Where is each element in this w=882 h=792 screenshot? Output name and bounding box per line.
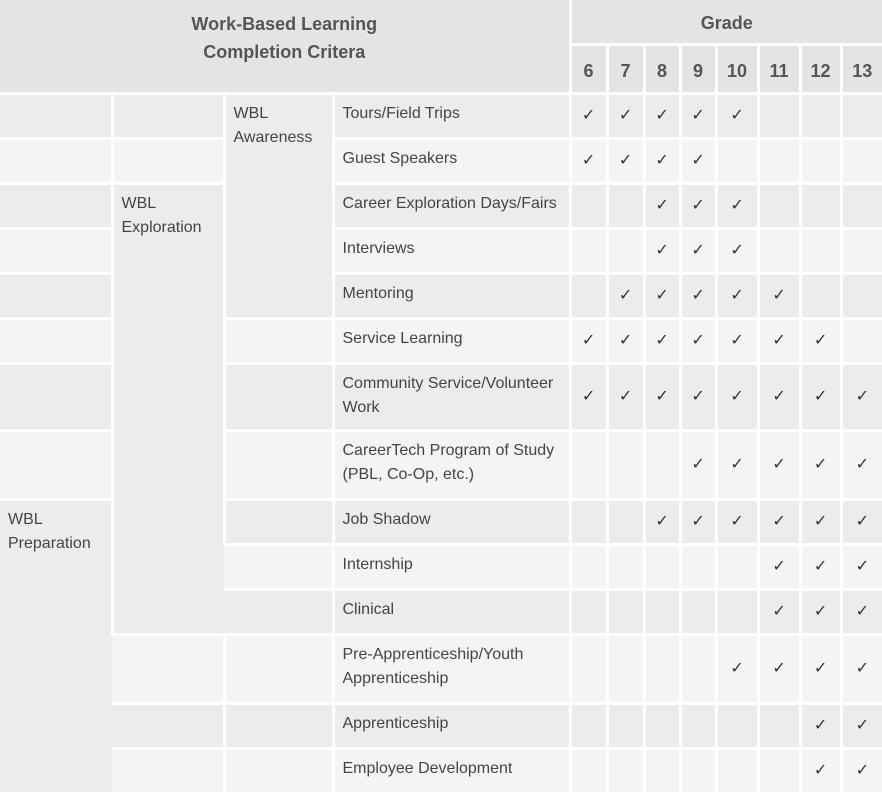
grade-cell-empty — [607, 500, 644, 545]
check-icon: ✓ — [680, 319, 716, 364]
check-icon: ✓ — [800, 319, 841, 364]
grade-cell-empty — [607, 229, 644, 274]
grade-8-header: 8 — [644, 45, 680, 94]
empty-cell — [112, 749, 224, 792]
grade-cell-empty — [758, 94, 800, 139]
empty-cell — [0, 274, 112, 319]
empty-cell — [112, 635, 224, 704]
check-icon: ✓ — [716, 364, 758, 431]
activity-label: Community Service/Volunteer Work — [333, 364, 570, 431]
empty-cell — [0, 319, 112, 364]
empty-cell — [224, 319, 333, 364]
check-icon: ✓ — [758, 500, 800, 545]
check-icon: ✓ — [758, 319, 800, 364]
empty-cell — [0, 184, 112, 229]
grade-cell-empty — [841, 139, 882, 184]
grade-cell-empty — [644, 704, 680, 749]
check-icon: ✓ — [800, 749, 841, 792]
group-awareness: WBL Awareness — [224, 94, 333, 319]
check-icon: ✓ — [800, 635, 841, 704]
grade-cell-empty — [570, 274, 607, 319]
table-title-line1: Work-Based Learning — [191, 14, 377, 34]
check-icon: ✓ — [800, 364, 841, 431]
empty-cell — [224, 364, 333, 431]
grade-cell-empty — [607, 635, 644, 704]
grade-cell-empty — [800, 229, 841, 274]
grade-cell-empty — [644, 635, 680, 704]
check-icon: ✓ — [644, 94, 680, 139]
grade-6-header: 6 — [570, 45, 607, 94]
activity-label: Job Shadow — [333, 500, 570, 545]
empty-cell — [112, 704, 224, 749]
check-icon: ✓ — [841, 590, 882, 635]
check-icon: ✓ — [680, 274, 716, 319]
activity-label: Internship — [333, 545, 570, 590]
check-icon: ✓ — [680, 139, 716, 184]
empty-cell — [0, 94, 112, 139]
grade-cell-empty — [644, 749, 680, 792]
activity-label: Interviews — [333, 229, 570, 274]
grade-cell-empty — [680, 749, 716, 792]
grade-cell-empty — [570, 229, 607, 274]
check-icon: ✓ — [716, 274, 758, 319]
check-icon: ✓ — [607, 319, 644, 364]
check-icon: ✓ — [570, 94, 607, 139]
group-preparation: WBL Preparation — [0, 500, 112, 792]
grade-12-header: 12 — [800, 45, 841, 94]
check-icon: ✓ — [607, 94, 644, 139]
check-icon: ✓ — [680, 94, 716, 139]
empty-cell — [224, 749, 333, 792]
empty-cell — [0, 364, 112, 431]
check-icon: ✓ — [758, 635, 800, 704]
grade-cell-empty — [644, 590, 680, 635]
grade-10-header: 10 — [716, 45, 758, 94]
empty-cell — [112, 139, 224, 184]
grade-cell-empty — [607, 431, 644, 500]
check-icon: ✓ — [800, 704, 841, 749]
check-icon: ✓ — [800, 590, 841, 635]
grade-cell-empty — [570, 704, 607, 749]
check-icon: ✓ — [758, 364, 800, 431]
check-icon: ✓ — [644, 229, 680, 274]
empty-cell — [224, 704, 333, 749]
grade-cell-empty — [680, 590, 716, 635]
activity-label: CareerTech Program of Study (PBL, Co-Op, etc.) — [333, 431, 570, 500]
check-icon: ✓ — [758, 545, 800, 590]
grade-cell-empty — [680, 635, 716, 704]
grade-cell-empty — [841, 229, 882, 274]
grade-cell-empty — [570, 635, 607, 704]
table-title — [0, 0, 570, 94]
check-icon: ✓ — [570, 139, 607, 184]
check-icon: ✓ — [716, 229, 758, 274]
table-row — [0, 184, 882, 229]
grade-7-header: 7 — [607, 45, 644, 94]
activity-label: Service Learning — [333, 319, 570, 364]
grade-cell-empty — [758, 229, 800, 274]
grade-header: Grade — [570, 0, 882, 45]
empty-cell — [224, 635, 333, 704]
grade-cell-empty — [607, 184, 644, 229]
activity-label: Pre-Apprenticeship/Youth Apprenticeship — [333, 635, 570, 704]
empty-cell — [224, 590, 333, 635]
activity-label: Clinical — [333, 590, 570, 635]
check-icon: ✓ — [607, 274, 644, 319]
check-icon: ✓ — [716, 94, 758, 139]
grade-cell-empty — [570, 749, 607, 792]
grade-cell-empty — [758, 139, 800, 184]
grade-cell-empty — [841, 274, 882, 319]
check-icon: ✓ — [680, 500, 716, 545]
grade-cell-empty — [800, 274, 841, 319]
grade-cell-empty — [607, 749, 644, 792]
grade-13-header: 13 — [841, 45, 882, 94]
check-icon: ✓ — [841, 749, 882, 792]
check-icon: ✓ — [800, 431, 841, 500]
check-icon: ✓ — [607, 364, 644, 431]
activity-label: Employee Development — [333, 749, 570, 792]
check-icon: ✓ — [716, 635, 758, 704]
group-exploration: WBL Exploration — [112, 184, 224, 635]
activity-label: Career Exploration Days/Fairs — [333, 184, 570, 229]
grade-cell-empty — [607, 704, 644, 749]
empty-cell — [224, 545, 333, 590]
empty-cell — [0, 139, 112, 184]
grade-cell-empty — [680, 545, 716, 590]
grade-cell-empty — [800, 94, 841, 139]
check-icon: ✓ — [841, 545, 882, 590]
grade-cell-empty — [758, 184, 800, 229]
check-icon: ✓ — [680, 229, 716, 274]
activity-label: Tours/Field Trips — [333, 94, 570, 139]
table-row — [0, 749, 882, 792]
activity-label: Mentoring — [333, 274, 570, 319]
table-title-line2: Completion Critera — [203, 42, 365, 62]
table-row — [0, 635, 882, 704]
grade-cell-empty — [800, 139, 841, 184]
grade-cell-empty — [607, 545, 644, 590]
check-icon: ✓ — [680, 184, 716, 229]
grade-cell-empty — [644, 545, 680, 590]
check-icon: ✓ — [570, 364, 607, 431]
check-icon: ✓ — [644, 274, 680, 319]
grade-cell-empty — [800, 184, 841, 229]
grade-cell-empty — [570, 500, 607, 545]
check-icon: ✓ — [841, 500, 882, 545]
grade-cell-empty — [607, 590, 644, 635]
table-row — [0, 704, 882, 749]
check-icon: ✓ — [644, 364, 680, 431]
check-icon: ✓ — [680, 431, 716, 500]
check-icon: ✓ — [800, 500, 841, 545]
check-icon: ✓ — [680, 364, 716, 431]
grade-cell-empty — [570, 184, 607, 229]
empty-cell — [224, 500, 333, 545]
activity-label: Guest Speakers — [333, 139, 570, 184]
empty-cell — [0, 431, 112, 500]
grade-cell-empty — [841, 319, 882, 364]
empty-cell — [112, 94, 224, 139]
grade-cell-empty — [758, 749, 800, 792]
grade-cell-empty — [570, 545, 607, 590]
grade-11-header: 11 — [758, 45, 800, 94]
grade-9-header: 9 — [680, 45, 716, 94]
grade-cell-empty — [716, 545, 758, 590]
activity-label: Apprenticeship — [333, 704, 570, 749]
grade-cell-empty — [716, 704, 758, 749]
empty-cell — [224, 431, 333, 500]
check-icon: ✓ — [570, 319, 607, 364]
grade-cell-empty — [716, 139, 758, 184]
check-icon: ✓ — [841, 704, 882, 749]
grade-cell-empty — [716, 749, 758, 792]
grade-cell-empty — [758, 704, 800, 749]
check-icon: ✓ — [716, 184, 758, 229]
check-icon: ✓ — [644, 184, 680, 229]
grade-cell-empty — [570, 590, 607, 635]
check-icon: ✓ — [607, 139, 644, 184]
empty-cell — [0, 229, 112, 274]
grade-cell-empty — [841, 94, 882, 139]
check-icon: ✓ — [758, 274, 800, 319]
check-icon: ✓ — [841, 431, 882, 500]
table-row — [0, 94, 882, 139]
grade-cell-empty — [570, 431, 607, 500]
check-icon: ✓ — [716, 431, 758, 500]
check-icon: ✓ — [758, 590, 800, 635]
check-icon: ✓ — [716, 500, 758, 545]
check-icon: ✓ — [800, 545, 841, 590]
table-row — [0, 139, 882, 184]
grade-cell-empty — [680, 704, 716, 749]
grade-cell-empty — [644, 431, 680, 500]
check-icon: ✓ — [758, 431, 800, 500]
grade-cell-empty — [841, 184, 882, 229]
check-icon: ✓ — [644, 139, 680, 184]
check-icon: ✓ — [644, 500, 680, 545]
grade-cell-empty — [716, 590, 758, 635]
check-icon: ✓ — [841, 364, 882, 431]
check-icon: ✓ — [716, 319, 758, 364]
check-icon: ✓ — [841, 635, 882, 704]
check-icon: ✓ — [644, 319, 680, 364]
